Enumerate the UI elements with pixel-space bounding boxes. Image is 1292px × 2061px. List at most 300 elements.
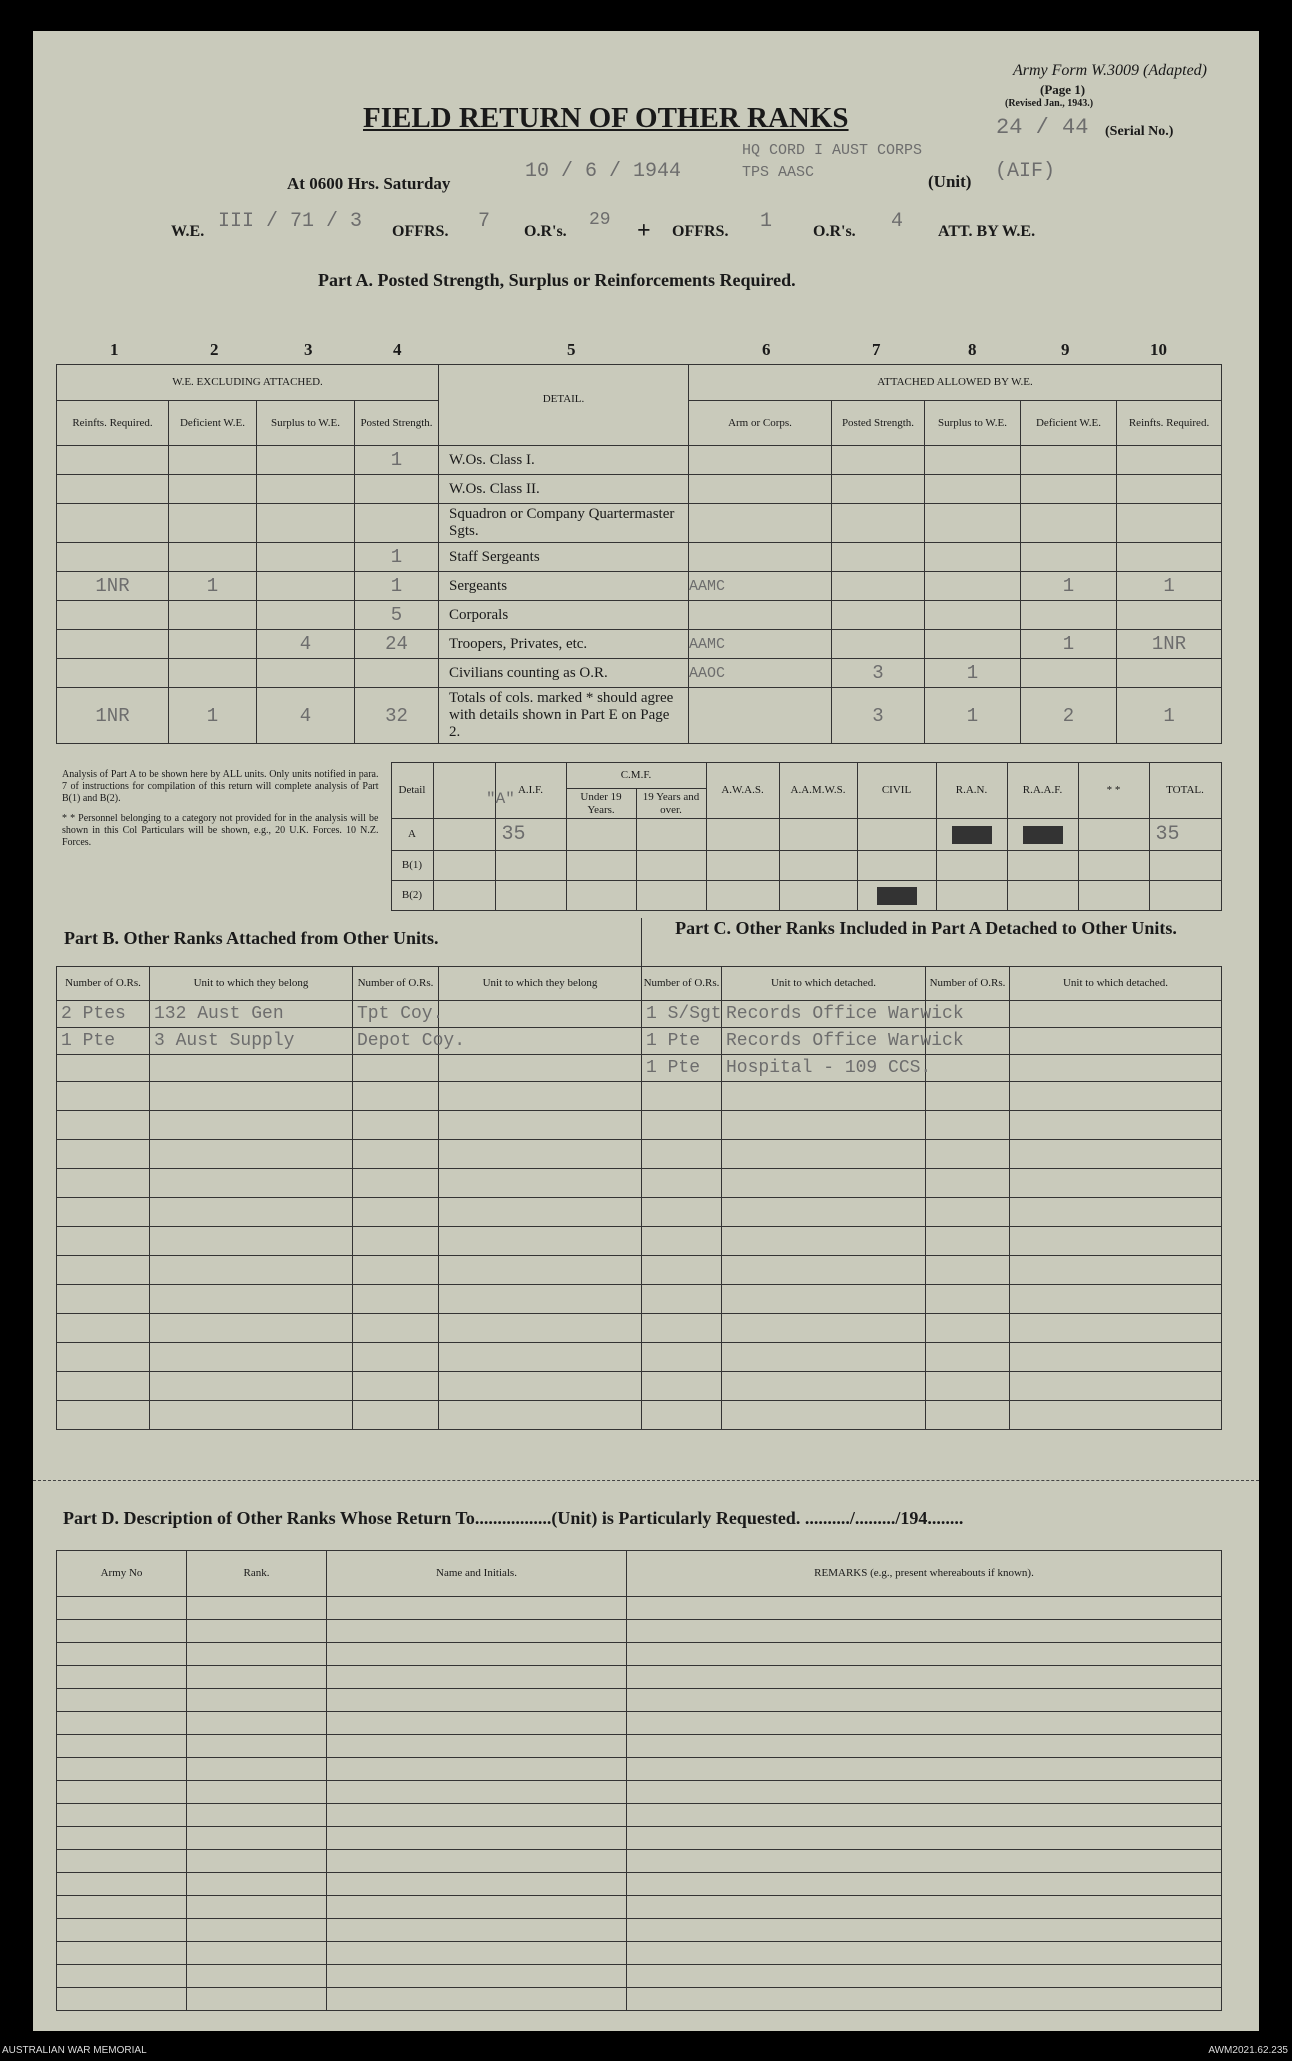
bc-cell: [1010, 1111, 1222, 1140]
row-cell-c3: [257, 601, 355, 630]
bc-cell: 1 S/Sgt: [642, 1001, 722, 1028]
d-cell: [327, 1850, 627, 1873]
row-cell-c9: [1021, 475, 1117, 504]
d-cell: [327, 1919, 627, 1942]
d-cell: [327, 1712, 627, 1735]
d-cell: [627, 1850, 1222, 1873]
d-cell: [627, 1896, 1222, 1919]
d-cell: [187, 1919, 327, 1942]
part-a-row: [57, 446, 1222, 475]
row-cell-c1: 1NR: [57, 572, 169, 601]
bc-cell: [439, 1169, 642, 1198]
table-row: [57, 1227, 1222, 1256]
d-cell: [627, 1965, 1222, 1988]
bc-cell: [150, 1169, 353, 1198]
row-cell-c4: [355, 659, 439, 688]
d-cell: [57, 1666, 187, 1689]
table-row: [57, 1689, 1222, 1712]
bc-cell: [150, 1372, 353, 1401]
row-cell-c10: 1: [1117, 572, 1222, 601]
bc-cell: [439, 1055, 642, 1082]
row-cell-c4: [355, 504, 439, 543]
bc-cell: [150, 1140, 353, 1169]
bc-cell: [722, 1198, 926, 1227]
part-b-title: Part B. Other Ranks Attached from Other Units.: [64, 928, 439, 948]
redaction: [877, 887, 917, 905]
group-right-head: ATTACHED ALLOWED BY W.E.: [689, 365, 1222, 401]
row-cell-c7: [832, 601, 925, 630]
analysis-head-detail: Detail: [391, 763, 433, 819]
part-a-row: [57, 688, 1222, 744]
bc-cell: [353, 1314, 439, 1343]
d-cell: [327, 1942, 627, 1965]
part-d-title: Part D. Description of Other Ranks Whose Return To.................(Unit) is Particularly Requested. ........../........./194........: [63, 1508, 964, 1528]
row-detail: W.Os. Class I.: [439, 446, 689, 475]
d-cell: [57, 1965, 187, 1988]
bc-cell: [926, 1372, 1010, 1401]
part-a-table: [56, 364, 1222, 744]
bc-cell: [1010, 1140, 1222, 1169]
d-cell: [627, 1781, 1222, 1804]
d-cell: [57, 1781, 187, 1804]
bc-cell: [353, 1169, 439, 1198]
bc-cell: [353, 1227, 439, 1256]
row-cell-c6: [689, 543, 832, 572]
subhead-deficient: Deficient W.E.: [169, 401, 257, 446]
d-cell: [187, 1827, 327, 1850]
row-cell-c7: [832, 475, 925, 504]
aif-typed-mark: "A": [486, 790, 515, 808]
table-row: [57, 1735, 1222, 1758]
row-cell-c6: [689, 688, 832, 744]
bc-cell: [642, 1227, 722, 1256]
d-cell: [187, 1942, 327, 1965]
part-b-head-unit2: Unit to which they belong: [439, 967, 642, 1001]
part-bc-table: [56, 966, 1222, 1430]
bc-cell: [439, 1227, 642, 1256]
row-cell-c3: [257, 504, 355, 543]
bc-cell: [439, 1372, 642, 1401]
row-cell-c4: [355, 475, 439, 504]
bc-cell: [722, 1140, 926, 1169]
row-cell-c8: [925, 572, 1021, 601]
d-cell: [327, 1896, 627, 1919]
bc-cell: [642, 1401, 722, 1430]
d-cell: [57, 1942, 187, 1965]
analysis-head-awas: A.W.A.S.: [706, 763, 779, 819]
part-a-row: [57, 601, 1222, 630]
bc-cell: [1010, 1227, 1222, 1256]
bc-cell: [57, 1227, 150, 1256]
table-row: [57, 1712, 1222, 1735]
row-cell-c1: [57, 659, 169, 688]
bc-cell: [57, 1372, 150, 1401]
d-cell: [627, 1827, 1222, 1850]
row-cell-c9: [1021, 659, 1117, 688]
part-c-title: Part C. Other Ranks Included in Part A Detached to Other Units.: [675, 918, 1177, 938]
part-a-row: [57, 630, 1222, 659]
d-cell: [57, 1919, 187, 1942]
row-cell-c8: 1: [925, 659, 1021, 688]
col-number-2: 2: [210, 340, 219, 359]
table-row: [57, 1372, 1222, 1401]
bc-cell: 1 Pte: [642, 1028, 722, 1055]
bc-cell: [1010, 1198, 1222, 1227]
d-cell: [327, 1781, 627, 1804]
table-row: [57, 1169, 1222, 1198]
row-detail: Totals of cols. marked * should agree with details shown in Part E on Page 2.: [439, 688, 689, 744]
bc-cell: [57, 1314, 150, 1343]
row-cell-c2: [169, 659, 257, 688]
bc-cell: [926, 1401, 1010, 1430]
col-number-8: 8: [968, 340, 977, 359]
part-d-head-army-no: Army No: [57, 1551, 187, 1597]
row-cell-c9: [1021, 601, 1117, 630]
row-cell-c8: 1: [925, 688, 1021, 744]
d-cell: [57, 1689, 187, 1712]
d-cell: [327, 1804, 627, 1827]
part-b-head-num: Number of O.Rs.: [57, 967, 150, 1001]
offrs-value-2: 1: [760, 210, 773, 233]
bc-cell: [926, 1140, 1010, 1169]
row-cell-c3: [257, 446, 355, 475]
d-cell: [327, 1873, 627, 1896]
d-cell: [187, 1965, 327, 1988]
d-cell: [627, 1712, 1222, 1735]
bc-cell: [926, 1169, 1010, 1198]
bc-cell: Records Office Warwick: [722, 1001, 926, 1028]
analysis-head-cmf: C.M.F.: [566, 763, 706, 789]
bc-cell: [722, 1401, 926, 1430]
part-a-row: [57, 572, 1222, 601]
table-row: [57, 1314, 1222, 1343]
table-row: [57, 1285, 1222, 1314]
row-cell-c1: [57, 475, 169, 504]
bc-cell: [439, 1001, 642, 1028]
bc-cell: [1010, 1285, 1222, 1314]
part-d-table: [56, 1550, 1222, 2011]
col-number-10: 10: [1150, 340, 1167, 359]
row-cell-c6: AAOC: [689, 659, 832, 688]
row-cell-c8: [925, 543, 1021, 572]
revised-note: (Revised Jan., 1943.): [1005, 98, 1094, 109]
at-line: At 0600 Hrs. Saturday: [287, 174, 451, 193]
row-cell-c8: [925, 446, 1021, 475]
d-cell: [327, 1597, 627, 1620]
row-cell-c2: [169, 601, 257, 630]
col-number-9: 9: [1061, 340, 1070, 359]
d-cell: [57, 1712, 187, 1735]
d-cell: [57, 1735, 187, 1758]
d-cell: [57, 1597, 187, 1620]
row-cell-c10: [1117, 446, 1222, 475]
bc-cell: Depot Coy.: [353, 1028, 439, 1055]
plus-sign: +: [637, 218, 651, 244]
d-cell: [187, 1758, 327, 1781]
bc-cell: [722, 1111, 926, 1140]
offrs-label-2: OFFRS.: [672, 223, 729, 240]
redaction: [952, 826, 992, 844]
analysis-head-aif: A.I.F.: [495, 763, 566, 819]
bc-cell: [1010, 1082, 1222, 1111]
d-cell: [627, 1873, 1222, 1896]
row-cell-c1: [57, 446, 169, 475]
row-cell-c8: [925, 601, 1021, 630]
bc-cell: [57, 1285, 150, 1314]
row-detail: Troopers, Privates, etc.: [439, 630, 689, 659]
d-cell: [57, 1758, 187, 1781]
bc-cell: [57, 1343, 150, 1372]
bc-cell: [642, 1285, 722, 1314]
row-cell-c4: 1: [355, 446, 439, 475]
row-cell-c4: 1: [355, 543, 439, 572]
d-cell: [187, 1850, 327, 1873]
col-number-1: 1: [110, 340, 119, 359]
row-cell-c7: [832, 446, 925, 475]
bc-cell: [642, 1169, 722, 1198]
row-cell-c3: [257, 572, 355, 601]
row-cell-c4: 32: [355, 688, 439, 744]
bc-cell: [642, 1256, 722, 1285]
analysis-head-ran: R.A.N.: [936, 763, 1007, 819]
part-d-head-name: Name and Initials.: [327, 1551, 627, 1597]
bc-cell: [926, 1285, 1010, 1314]
table-row: [57, 1666, 1222, 1689]
d-cell: [187, 1666, 327, 1689]
analysis-head-other: * *: [1078, 763, 1149, 819]
bc-cell: [353, 1285, 439, 1314]
we-label: W.E.: [171, 223, 205, 240]
d-cell: [57, 1804, 187, 1827]
bc-cell: [722, 1169, 926, 1198]
table-row: [57, 1001, 1222, 1028]
bc-cell: [1010, 1055, 1222, 1082]
ors-value-1: 29: [589, 210, 611, 230]
d-cell: [627, 1689, 1222, 1712]
table-row: [57, 1401, 1222, 1430]
table-row: [57, 1111, 1222, 1140]
bc-cell: [150, 1111, 353, 1140]
row-cell-c2: [169, 630, 257, 659]
part-d-rows: [57, 1597, 1222, 2011]
bc-cell: [150, 1227, 353, 1256]
subhead-att-deficient: Deficient W.E.: [1021, 401, 1117, 446]
analysis-row-b2: B(2): [391, 881, 433, 911]
part-c-head-num2: Number of O.Rs.: [926, 967, 1010, 1001]
table-row: [57, 1919, 1222, 1942]
bc-cell: [722, 1343, 926, 1372]
unit-typed: HQ CORD I AUST CORPS TPS AASC: [742, 142, 923, 181]
d-cell: [327, 1758, 627, 1781]
row-cell-c7: 3: [832, 659, 925, 688]
d-cell: [627, 1942, 1222, 1965]
bc-cell: [439, 1256, 642, 1285]
subhead-att-surplus: Surplus to W.E.: [925, 401, 1021, 446]
row-cell-c9: 1: [1021, 630, 1117, 659]
d-cell: [187, 1988, 327, 2011]
bc-cell: [1010, 1256, 1222, 1285]
row-cell-c1: [57, 504, 169, 543]
bc-cell: [642, 1082, 722, 1111]
bc-cell: [439, 1198, 642, 1227]
d-cell: [57, 1850, 187, 1873]
analysis-head-aamws: A.A.M.W.S.: [779, 763, 857, 819]
row-cell-c7: [832, 543, 925, 572]
bc-cell: [1010, 1401, 1222, 1430]
bc-cell: [150, 1198, 353, 1227]
serial-label: (Serial No.): [1105, 124, 1174, 139]
we-value: III / 71 / 3: [218, 210, 363, 233]
part-b-head-unit: Unit to which they belong: [150, 967, 353, 1001]
row-cell-c1: [57, 601, 169, 630]
att-label: ATT. BY W.E.: [938, 223, 1036, 240]
row-cell-c6: [689, 504, 832, 543]
bc-cell: [353, 1111, 439, 1140]
bc-cell: [1010, 1343, 1222, 1372]
bc-cell: [1010, 1001, 1222, 1028]
table-row: [57, 1781, 1222, 1804]
table-row: [57, 1965, 1222, 1988]
bc-cell: [150, 1401, 353, 1430]
d-cell: [187, 1781, 327, 1804]
analysis-head-under19: Under 19 Years.: [566, 789, 636, 819]
row-cell-c3: 4: [257, 688, 355, 744]
row-cell-c9: [1021, 446, 1117, 475]
bc-cell: [926, 1256, 1010, 1285]
part-c-head-unit2: Unit to which detached.: [1010, 967, 1222, 1001]
bc-cell: [642, 1343, 722, 1372]
table-row: [57, 1758, 1222, 1781]
d-cell: [57, 1643, 187, 1666]
col-number-4: 4: [393, 340, 402, 359]
table-row: [57, 1896, 1222, 1919]
row-cell-c1: 1NR: [57, 688, 169, 744]
d-cell: [327, 1620, 627, 1643]
analysis-head-total: TOTAL.: [1149, 763, 1221, 819]
bc-cell: [439, 1140, 642, 1169]
d-cell: [627, 1988, 1222, 2011]
d-cell: [57, 1988, 187, 2011]
bc-cell: [150, 1055, 353, 1082]
bc-cell: [57, 1198, 150, 1227]
row-detail: Corporals: [439, 601, 689, 630]
unit-label: (Unit): [928, 172, 972, 191]
d-cell: [187, 1597, 327, 1620]
row-cell-c6: AAMC: [689, 572, 832, 601]
bc-cell: [722, 1082, 926, 1111]
redaction: [1023, 826, 1063, 844]
row-cell-c10: [1117, 543, 1222, 572]
bc-cell: [642, 1372, 722, 1401]
d-cell: [627, 1735, 1222, 1758]
bc-cell: [1010, 1028, 1222, 1055]
bc-cell: [642, 1314, 722, 1343]
row-cell-c9: 2: [1021, 688, 1117, 744]
row-cell-c8: [925, 504, 1021, 543]
row-cell-c10: [1117, 659, 1222, 688]
bc-cell: [150, 1256, 353, 1285]
bc-cell: [1010, 1314, 1222, 1343]
d-cell: [187, 1620, 327, 1643]
bc-cell: [353, 1372, 439, 1401]
bc-cell: Tpt Coy.: [353, 1001, 439, 1028]
table-row: [57, 1028, 1222, 1055]
part-bc-rows: [57, 1001, 1222, 1430]
offrs-value-1: 7: [478, 210, 491, 233]
bc-cell: [722, 1256, 926, 1285]
bc-cell: [150, 1314, 353, 1343]
offrs-label-1: OFFRS.: [392, 223, 449, 240]
subhead-arm-corps: Arm or Corps.: [689, 401, 832, 446]
bc-cell: [642, 1198, 722, 1227]
row-cell-c9: 1: [1021, 572, 1117, 601]
row-cell-c1: [57, 543, 169, 572]
return-date: 10 / 6 / 1944: [525, 160, 682, 183]
subhead-att-posted: Posted Strength.: [832, 401, 925, 446]
row-cell-c2: 1: [169, 572, 257, 601]
category-note: * * Personnel belonging to a category not provided for in the analysis will be shown in this Col Particulars will be shown, e.g., 20 U.K. Forces. 10 N.Z. Forces.: [62, 812, 379, 848]
ors-value-2: 4: [891, 210, 904, 233]
row-cell-c2: [169, 475, 257, 504]
d-cell: [327, 1689, 627, 1712]
bc-cell: [353, 1343, 439, 1372]
analysis-note: Analysis of Part A to be shown here by ALL units. Only units notified in para. 7 of instructions for compilation of this return will complete analysis of Part B(1) and B(2).: [62, 768, 379, 804]
analysis-row-b1: B(1): [391, 851, 433, 881]
row-cell-c4: 24: [355, 630, 439, 659]
row-cell-c2: 1: [169, 688, 257, 744]
col-number-3: 3: [304, 340, 313, 359]
row-cell-c6: [689, 601, 832, 630]
aif-typed: (AIF): [995, 160, 1056, 183]
row-cell-c7: [832, 630, 925, 659]
d-cell: [327, 1988, 627, 2011]
d-cell: [627, 1758, 1222, 1781]
d-cell: [187, 1643, 327, 1666]
d-cell: [627, 1597, 1222, 1620]
analysis-row-a: A: [391, 819, 433, 851]
bc-cell: [926, 1082, 1010, 1111]
part-d-head-remarks: REMARKS (e.g., present whereabouts if known).: [627, 1551, 1222, 1597]
analysis-head-raaf: R.A.A.F.: [1007, 763, 1078, 819]
row-cell-c2: [169, 543, 257, 572]
table-row: [57, 1198, 1222, 1227]
part-c-head-num: Number of O.Rs.: [642, 967, 722, 1001]
row-cell-c7: [832, 504, 925, 543]
row-detail: Civilians counting as O.R.: [439, 659, 689, 688]
bc-cell: 132 Aust Gen: [150, 1001, 353, 1028]
analysis-head-civil: CIVIL: [857, 763, 936, 819]
d-cell: [327, 1735, 627, 1758]
part-c-head-unit: Unit to which detached.: [722, 967, 926, 1001]
bc-cell: [439, 1401, 642, 1430]
bc-cell: 3 Aust Supply: [150, 1028, 353, 1055]
subhead-att-reinfts: Reinfts. Required.: [1117, 401, 1222, 446]
d-cell: [327, 1827, 627, 1850]
table-row: [57, 1643, 1222, 1666]
serial-number: 24 / 44: [996, 115, 1089, 140]
table-row: [57, 1082, 1222, 1111]
row-cell-c8: [925, 630, 1021, 659]
col-number-6: 6: [762, 340, 771, 359]
row-cell-c10: 1NR: [1117, 630, 1222, 659]
bc-cell: [439, 1314, 642, 1343]
bc-cell: [150, 1343, 353, 1372]
table-row: [57, 1850, 1222, 1873]
table-row: [57, 1140, 1222, 1169]
table-row: [57, 1256, 1222, 1285]
bc-cell: [57, 1256, 150, 1285]
form-title: FIELD RETURN OF OTHER RANKS: [363, 102, 849, 134]
